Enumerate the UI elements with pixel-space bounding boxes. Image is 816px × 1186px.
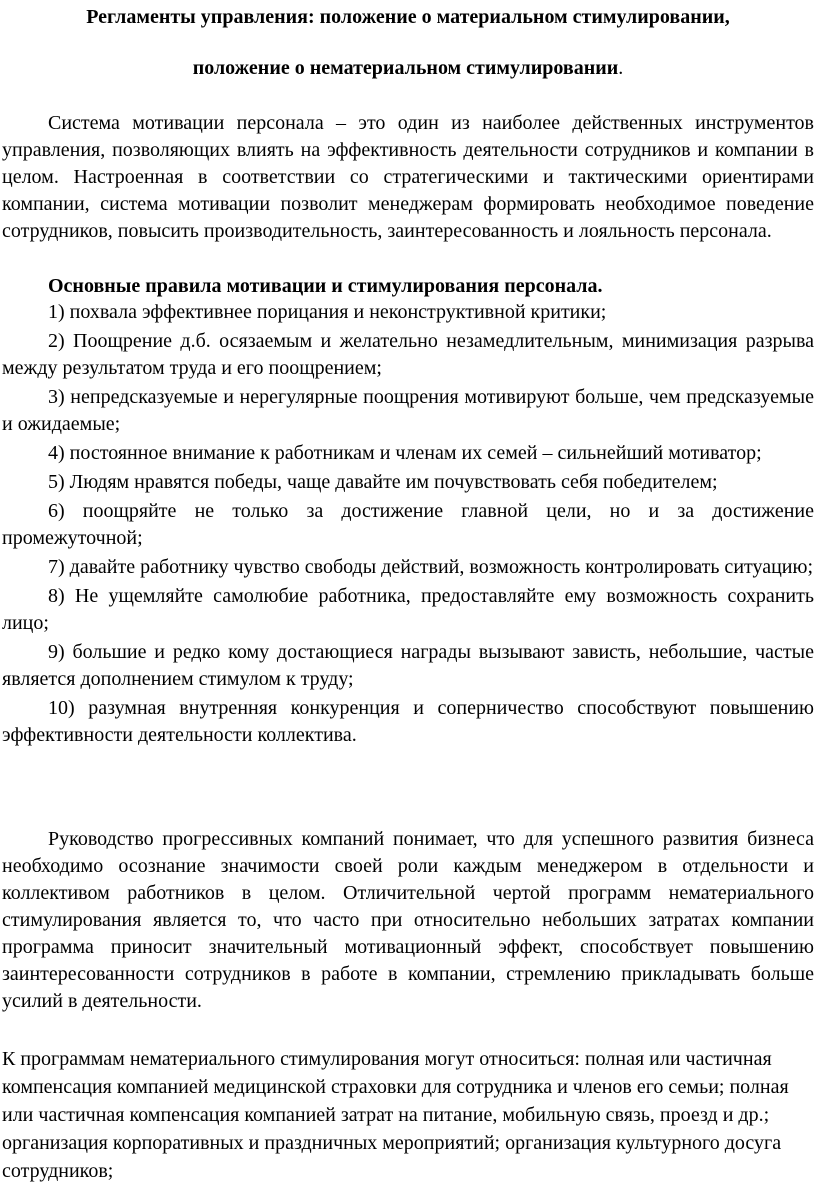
rule-item: 8) Не ущемляйте самолюбие работника, предоставляйте ему возможность сохранить лицо; bbox=[2, 585, 814, 634]
document-title-line-2 bbox=[0, 56, 816, 80]
rule-item: 6) поощряйте не только за достижение главной цели, но и за достижение промежуточной; bbox=[2, 500, 814, 549]
rule-item: 7) давайте работнику чувство свободы действий, возможность контролировать ситуацию; bbox=[48, 556, 814, 578]
rule-item: 9) большие и редко кому достающиеся награды вызывают зависть, небольшие, частые является дополнением стимулом к труду; bbox=[2, 641, 814, 690]
rule-item: 10) разумная внутренняя конкуренция и соперничество способствуют повышению эффективности деятельности коллектива. bbox=[2, 697, 814, 746]
document-title-line-1: Регламенты управления: положение о материальном стимулировании, bbox=[86, 6, 730, 28]
rule-item: 5) Людям нравятся победы, чаще давайте им почувствовать себя победителем; bbox=[48, 471, 718, 493]
rule-item: 3) непредсказуемые и нерегулярные поощрения мотивируют больше, чем предсказуемые и ожидаемые; bbox=[2, 386, 814, 435]
rule-item: 4) постоянное внимание к работникам и членам их семей – сильнейший мотиватор; bbox=[48, 442, 762, 464]
rules-heading: Основные правила мотивации и стимулирования персонала. bbox=[48, 275, 603, 297]
body-paragraph-3: К программам нематериального стимулирования могут относиться: полная или частичная компенсация компанией медицинской страховки для сотрудника и членов его семьи; полная или частичная компенсация компанией затрат на питание, мобильную связь, проезд и др.; организация корпоративных и праздничных мероприятий; организация культурного досуга сотрудников; bbox=[2, 1048, 789, 1182]
document-title-line-2-text: положение о нематериальном стимулировании bbox=[192, 57, 619, 79]
rule-item: 1) похвала эффективнее порицания и неконструктивной критики; bbox=[48, 301, 607, 323]
intro-paragraph: Система мотивации персонала – это один из наиболее действенных инструментов управления, позволяющих влиять на эффективность деятельности сотрудников и компании в целом. Настроенная в соответствии со стратегическими и тактическими ориентирами компании, система мотивации позволит менеджерам формировать необходимое поведение сотрудников, повысить производительность, заинтересованность и лояльность персонала. bbox=[2, 112, 814, 242]
rule-item: 2) Поощрение д.б. осязаемым и желательно незамедлительным, минимизация разрыва между результатом труда и его поощрением; bbox=[2, 330, 814, 379]
document-title-line-2-tail: . bbox=[618, 57, 624, 79]
body-paragraph-2: Руководство прогрессивных компаний понимает, что для успешного развития бизнеса необходимо осознание значимости своей роли каждым менеджером в отдельности и коллективом работников в целом. Отличительной чертой программ нематериального стимулирования является то, что часто при относительно небольших затратах компании программа приносит значительный мотивационный эффект, способствует повышению заинтересованности сотрудников в работе в компании, стремлению прикладывать больше усилий в деятельности. bbox=[2, 828, 814, 1012]
rules-list bbox=[2, 299, 814, 751]
